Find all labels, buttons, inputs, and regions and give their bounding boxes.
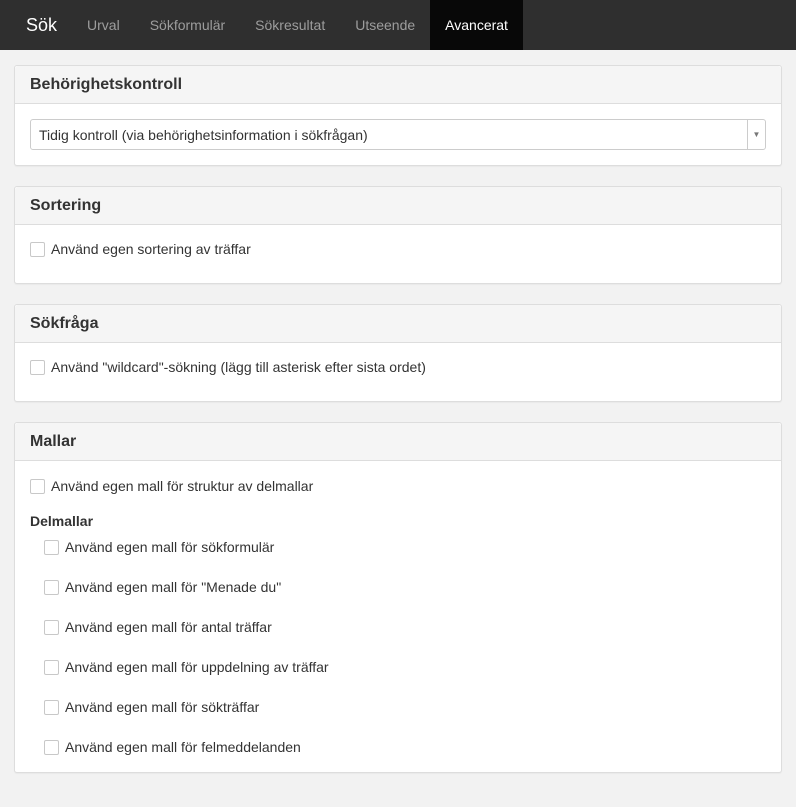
sub-template-option <box>44 537 766 557</box>
panel-body-sorting <box>15 225 781 283</box>
sub-template-label[interactable]: Använd egen mall för "Menade du" <box>65 579 282 595</box>
panel-body-access-control <box>15 104 781 165</box>
tab-avancerat[interactable]: Avancerat <box>430 0 523 50</box>
sub-template-label[interactable]: Använd egen mall för sökträffar <box>65 699 260 715</box>
sub-template-search-form-checkbox[interactable] <box>44 540 59 555</box>
sub-template-label[interactable]: Använd egen mall för antal träffar <box>65 619 272 635</box>
wildcard-search-option <box>30 357 766 377</box>
tab-sokformular[interactable]: Sökformulär <box>149 17 226 33</box>
panel-heading-sorting: Sortering <box>15 187 781 225</box>
tab-urval[interactable]: Urval <box>87 17 120 33</box>
sub-templates-heading: Delmallar <box>30 513 94 529</box>
sub-template-label[interactable]: Använd egen mall för felmeddelanden <box>65 739 301 755</box>
top-navbar <box>0 0 796 50</box>
sub-template-label[interactable]: Använd egen mall för uppdelning av träffar <box>65 659 329 675</box>
panel-heading-access-control: Behörighetskontroll <box>15 66 781 104</box>
tab-sokresultat[interactable]: Sökresultat <box>255 17 326 33</box>
sub-template-option <box>44 577 766 597</box>
panel-heading-templates: Mallar <box>15 423 781 461</box>
access-control-select[interactable] <box>30 119 766 150</box>
wildcard-search-checkbox[interactable] <box>30 360 45 375</box>
sub-templates-list <box>30 537 766 757</box>
custom-structure-template-option <box>30 476 766 496</box>
sub-template-option <box>44 737 766 757</box>
panel-query <box>14 304 782 402</box>
panel-body-query <box>15 343 781 401</box>
sub-template-error-messages-checkbox[interactable] <box>44 740 59 755</box>
sub-template-option <box>44 657 766 677</box>
panel-templates <box>14 422 782 773</box>
sub-template-did-you-mean-checkbox[interactable] <box>44 580 59 595</box>
caret-down-icon: ▼ <box>747 120 765 149</box>
sub-template-search-hits-checkbox[interactable] <box>44 700 59 715</box>
custom-sorting-label[interactable]: Använd egen sortering av träffar <box>51 241 251 257</box>
panel-heading-query: Sökfråga <box>15 305 781 343</box>
custom-sorting-checkbox[interactable] <box>30 242 45 257</box>
custom-structure-template-checkbox[interactable] <box>30 479 45 494</box>
panel-body-templates <box>15 461 781 772</box>
custom-sorting-option <box>30 239 766 259</box>
sub-template-label[interactable]: Använd egen mall för sökformulär <box>65 539 275 555</box>
wildcard-search-label[interactable]: Använd "wildcard"-sökning (lägg till asterisk efter sista ordet) <box>51 359 426 375</box>
panel-sorting <box>14 186 782 284</box>
custom-structure-template-label[interactable]: Använd egen mall för struktur av delmallar <box>51 478 314 494</box>
panel-access-control <box>14 65 782 166</box>
brand-title[interactable]: Sök <box>26 15 58 35</box>
main-content <box>0 50 796 773</box>
sub-template-option <box>44 617 766 637</box>
sub-template-pagination-checkbox[interactable] <box>44 660 59 675</box>
access-control-select-value: Tidig kontroll (via behörighetsinformation i sökfrågan) <box>39 126 368 143</box>
sub-template-hit-count-checkbox[interactable] <box>44 620 59 635</box>
sub-template-option <box>44 697 766 717</box>
tab-utseende[interactable]: Utseende <box>355 17 416 33</box>
